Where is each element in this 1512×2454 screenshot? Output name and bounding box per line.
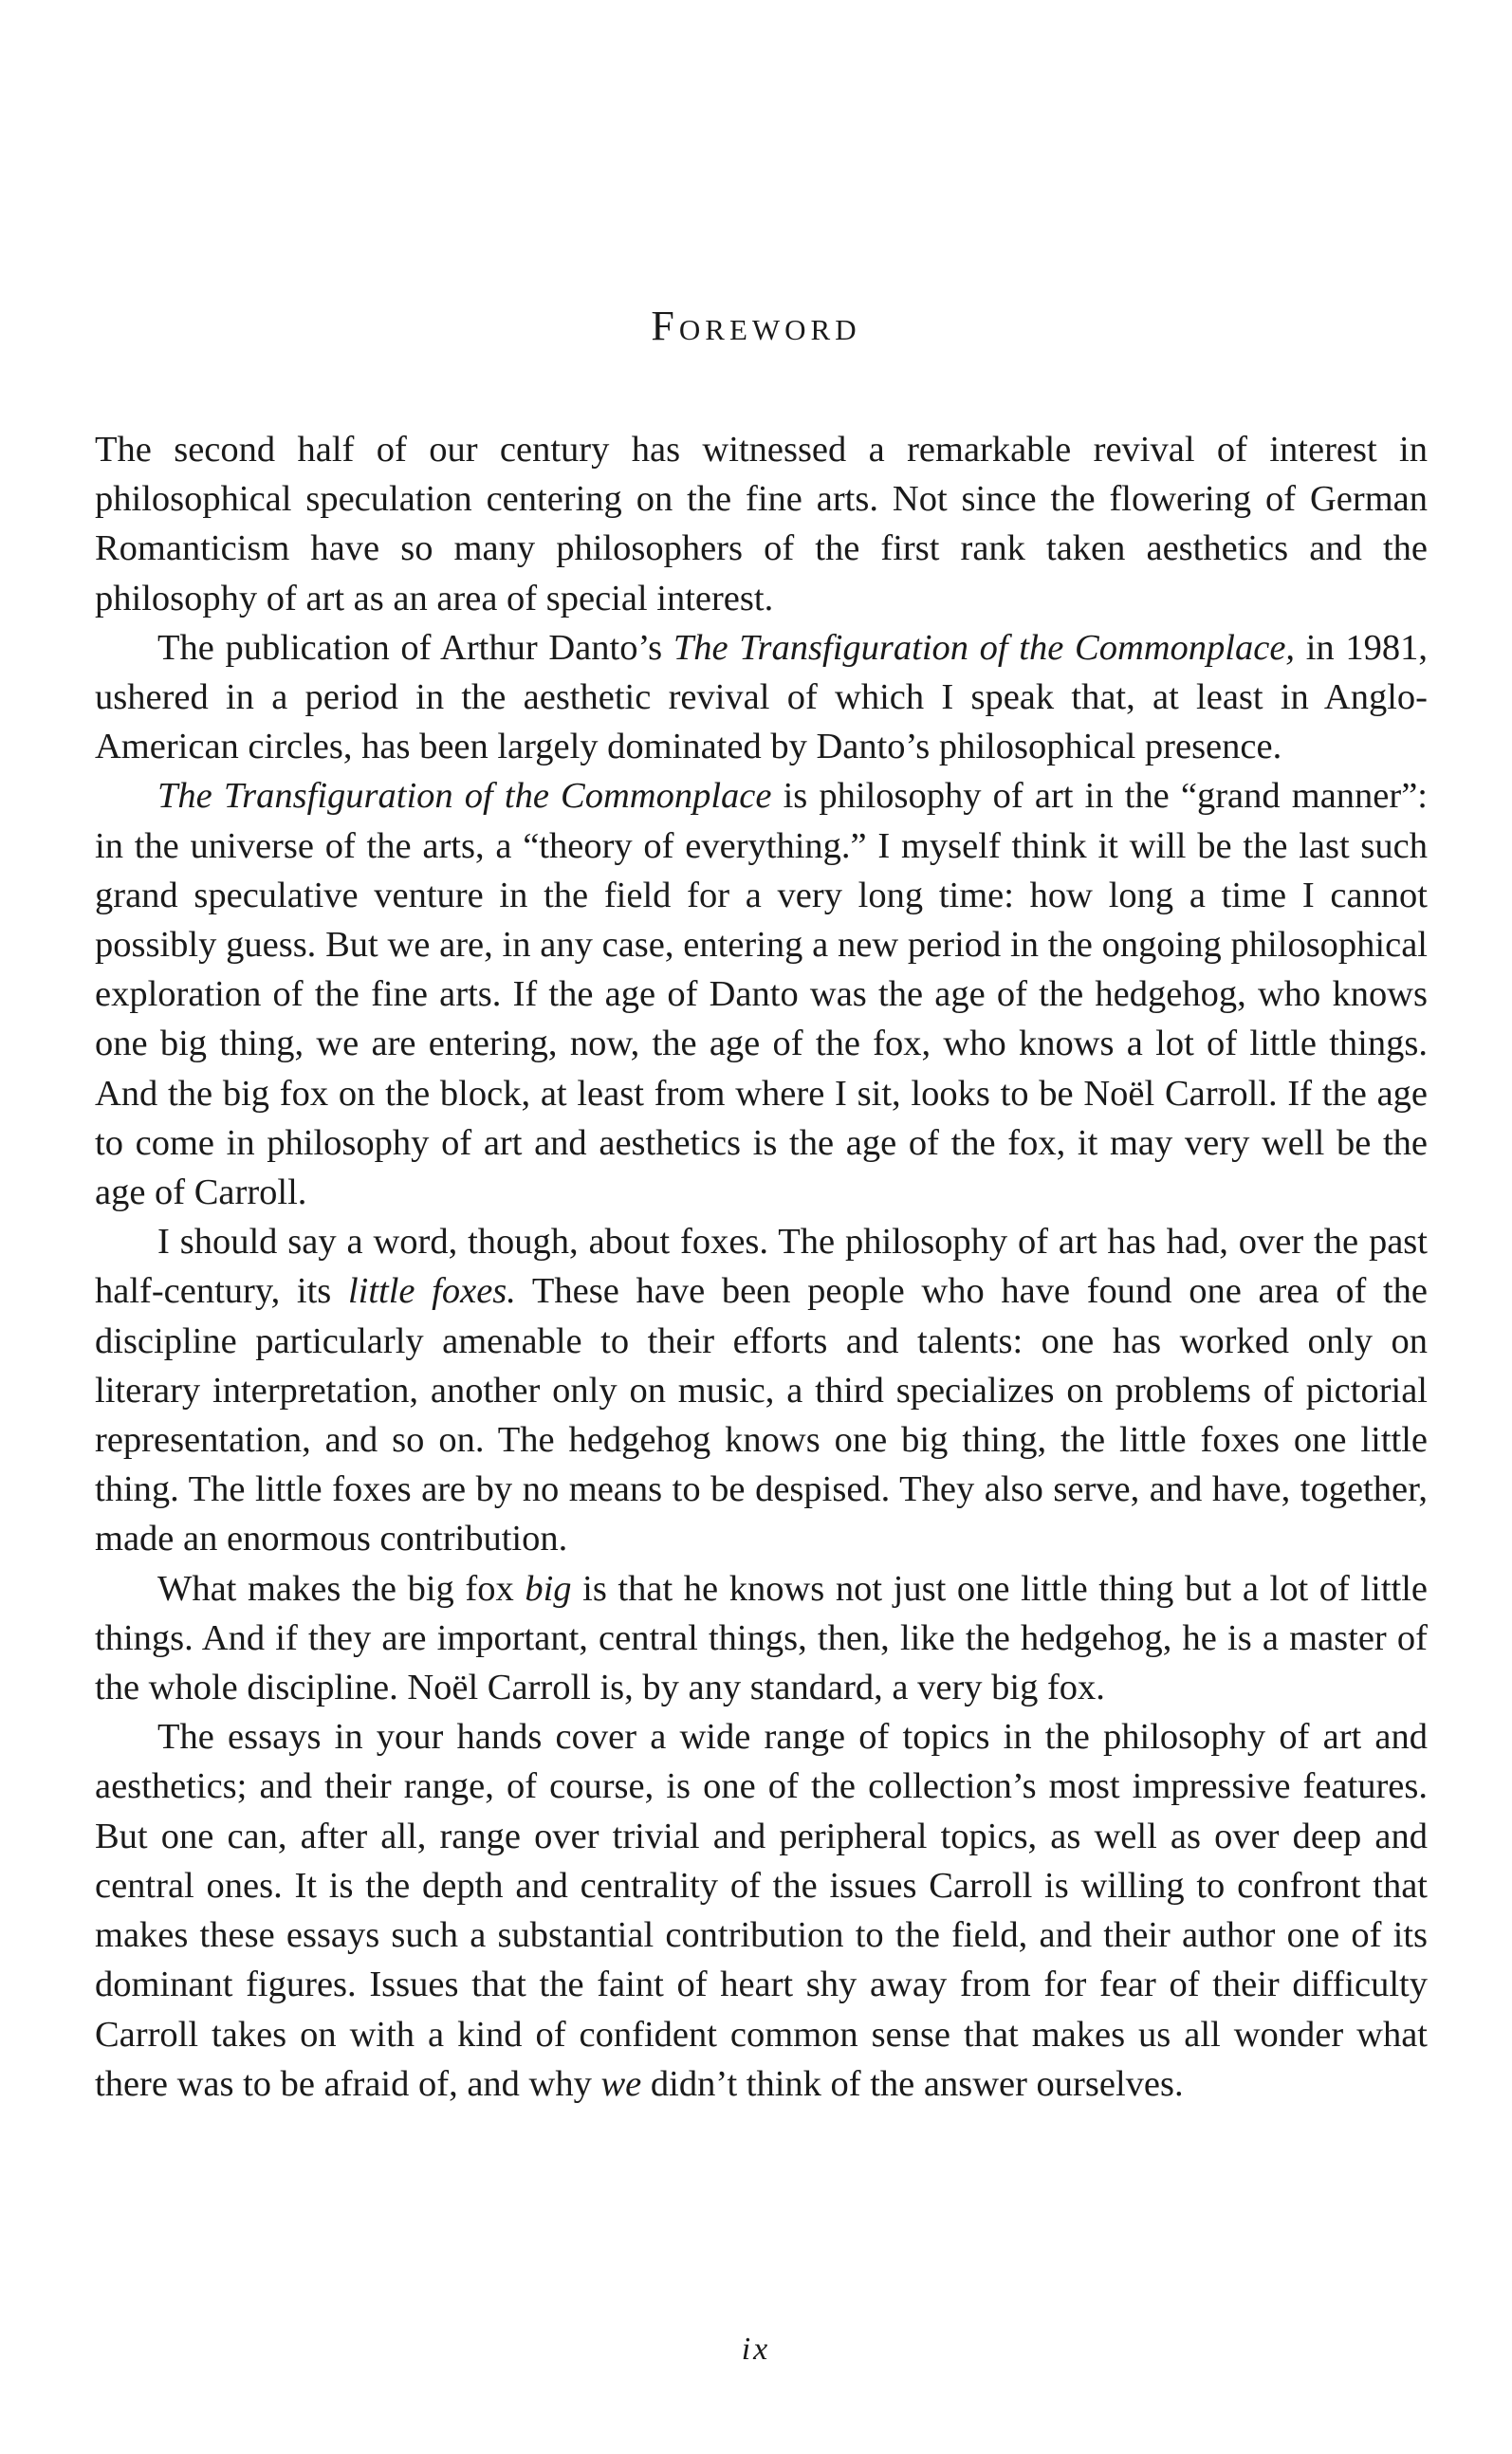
text-segment: What makes the big fox [157, 1568, 526, 1609]
text-segment: The second half of our century has witnessed a remarkable revival of interest in philosophical speculation centering on the fine arts. Not since the flowering of German Romanticism have so many philosophers of the first rank taken aesthetics and the philosophy of art as an area of special interest. [95, 430, 1428, 618]
paragraph [95, 771, 1428, 1217]
paragraph [95, 623, 1428, 772]
text-segment: The publication of Arthur Danto’s [157, 627, 673, 668]
page-number: ix [741, 2332, 771, 2367]
paragraph [95, 1712, 1428, 2109]
text-segment: is that he knows not just one little thing but a lot of little things. And if they are important, central things, then, like the hedgehog, he is a master of the whole discipline. Noël Carroll is, by any standard, a very big fox. [95, 1568, 1429, 1708]
paragraph [95, 425, 1428, 623]
text-segment: in 1981, ushered in a period in the aesthetic revival of which I speak that, at least in Anglo-American circles, has been largely dominated by Danto’s philosophical presence. [95, 627, 1428, 767]
text-segment: didn’t think of the answer ourselves. [641, 2063, 1184, 2104]
text-segment: The essays in your hands cover a wide range of topics in the philosophy of art and aesthetics; and their range, of course, is one of the collection’s most impressive features. But one can, after all, range over trivial and peripheral topics, as well as over deep and central ones. It is the depth and centrality of the issues Carroll is willing to confront that makes these essays such a substantial contribution to the field, and their author one of its dominant figures. Issues that the faint of heart shy away from for fear of their difficulty Carroll takes on with a kind of confident common sense that makes us all wonder what there was to be afraid of, and why [95, 1717, 1428, 2104]
italic-text: we [600, 2063, 642, 2104]
italic-text: big [525, 1568, 572, 1609]
text-segment: is philosophy of art in the “grand manner”: in the universe of the arts, a “theory of everything.” I myself think it will be the last such grand speculative venture in the field for a very long time: how long a time I cannot possibly guess. But we are, in any case, entering a new period in the ongoing philosophical exploration of the fine arts. If the age of Danto was the age of the hedgehog, who knows one big thing, we are entering, now, the age of the fox, who knows a lot of little things. And the big fox on the block, at least from where I sit, looks to be Noël Carroll. If the age to come in philosophy of art and aesthetics is the age of the fox, it may very well be the age of Carroll. [95, 776, 1428, 1213]
italic-text: The Transfiguration of the Commonplace, [673, 627, 1296, 668]
text-segment: I should say a word, though, about foxes. The philosophy of art has had, over the past half-century, its [95, 1222, 1428, 1312]
chapter-heading: Foreword [651, 303, 861, 349]
italic-text: little foxes. [347, 1271, 516, 1312]
italic-text: The Transfiguration of the Commonplace [157, 776, 772, 817]
paragraph [95, 1217, 1428, 1563]
text-segment: These have been people who have found one area of the discipline particularly amenable to their efforts and talents: one has worked only on literary interpretation, another only on music, a third specializes on problems of pictorial representation, and so on. The hedgehog knows one big thing, the little foxes one little thing. The little foxes are by no means to be despised. They also serve, and have, together, made an enormous contribution. [95, 1271, 1428, 1559]
body-text [95, 425, 1428, 2109]
paragraph [95, 1564, 1428, 1713]
